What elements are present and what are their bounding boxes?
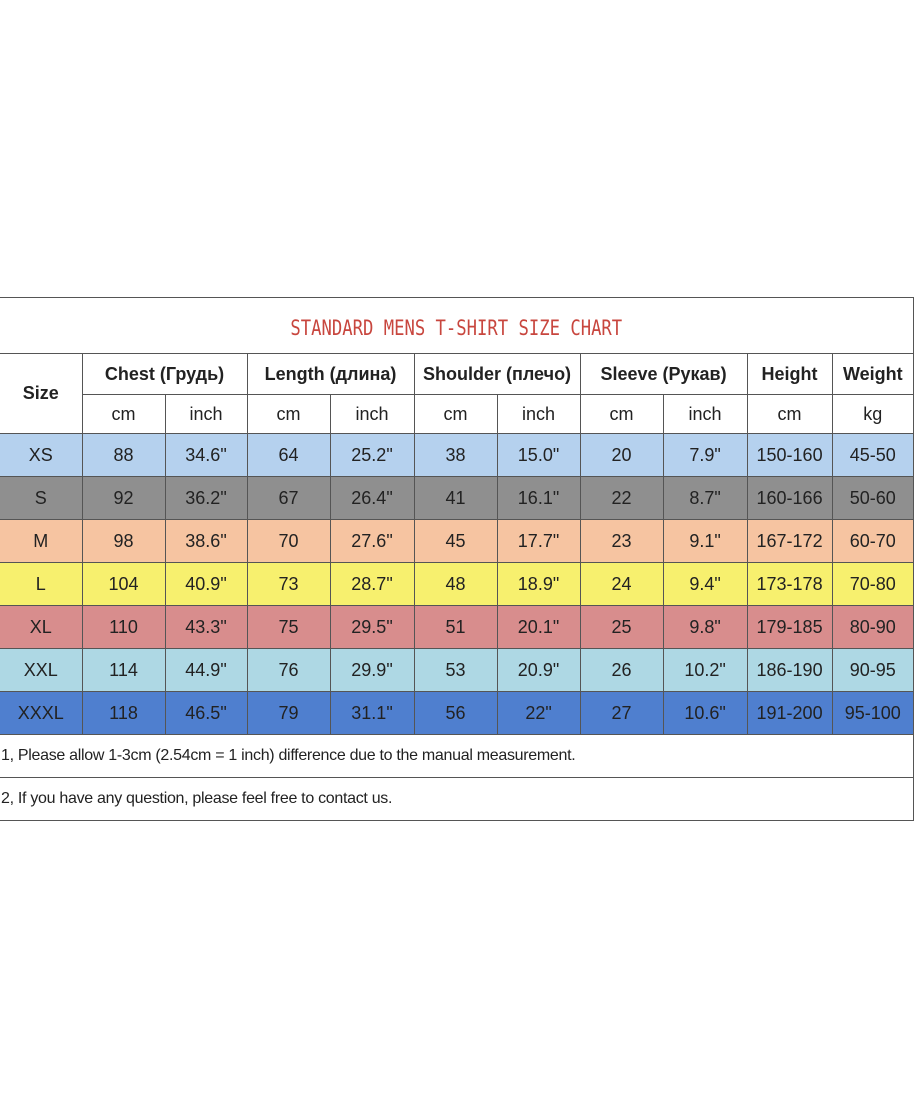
size-table [0,354,913,821]
group-header-weight: Weight [832,354,913,395]
size-row-s [0,477,913,520]
measurement-cell: 22 [580,477,663,520]
size-label: S [0,477,82,520]
measurement-cell: 167-172 [747,520,832,563]
group-header-height: Height [747,354,832,395]
measurement-cell: 114 [82,649,165,692]
measurement-cell: 38.6" [165,520,247,563]
measurement-cell: 179-185 [747,606,832,649]
measurement-cell: 15.0" [497,434,580,477]
measurement-cell: 20.9" [497,649,580,692]
size-label: XS [0,434,82,477]
measurement-cell: 25 [580,606,663,649]
size-label: XXXL [0,692,82,735]
note-measurement: 1, Please allow 1-3cm (2.54cm = 1 inch) difference due to the manual measurement. [0,735,913,778]
note-contact: 2, If you have any question, please feel free to contact us. [0,778,913,821]
size-label: M [0,520,82,563]
measurement-cell: 67 [247,477,330,520]
unit-header: inch [165,395,247,434]
measurement-cell: 50-60 [832,477,913,520]
unit-header: kg [832,395,913,434]
measurement-cell: 79 [247,692,330,735]
size-label: XXL [0,649,82,692]
measurement-cell: 25.2" [330,434,414,477]
size-row-xs [0,434,913,477]
measurement-cell: 191-200 [747,692,832,735]
measurement-cell: 46.5" [165,692,247,735]
measurement-cell: 75 [247,606,330,649]
measurement-cell: 70 [247,520,330,563]
measurement-cell: 8.7" [663,477,747,520]
unit-header: inch [497,395,580,434]
unit-header: cm [747,395,832,434]
unit-header: inch [663,395,747,434]
measurement-cell: 64 [247,434,330,477]
measurement-cell: 41 [414,477,497,520]
measurement-cell: 22" [497,692,580,735]
measurement-cell: 34.6" [165,434,247,477]
measurement-cell: 29.5" [330,606,414,649]
unit-header: cm [82,395,165,434]
measurement-cell: 88 [82,434,165,477]
measurement-cell: 36.2" [165,477,247,520]
measurement-cell: 10.6" [663,692,747,735]
measurement-cell: 9.8" [663,606,747,649]
measurement-cell: 45-50 [832,434,913,477]
measurement-cell: 92 [82,477,165,520]
measurement-cell: 7.9" [663,434,747,477]
group-header-length: Length (длина) [247,354,414,395]
measurement-cell: 173-178 [747,563,832,606]
measurement-cell: 95-100 [832,692,913,735]
group-header-sleeve: Sleeve (Рукав) [580,354,747,395]
measurement-cell: 9.1" [663,520,747,563]
unit-header: inch [330,395,414,434]
measurement-cell: 110 [82,606,165,649]
measurement-cell: 80-90 [832,606,913,649]
size-label: XL [0,606,82,649]
measurement-cell: 24 [580,563,663,606]
measurement-cell: 26.4" [330,477,414,520]
measurement-cell: 186-190 [747,649,832,692]
size-column-header: Size [0,354,82,434]
measurement-cell: 90-95 [832,649,913,692]
unit-header: cm [247,395,330,434]
measurement-cell: 70-80 [832,563,913,606]
unit-header: cm [580,395,663,434]
chart-title: STANDARD MENS T-SHIRT SIZE CHART [290,315,623,340]
group-header-shoulder: Shoulder (плечо) [414,354,580,395]
measurement-cell: 23 [580,520,663,563]
measurement-cell: 150-160 [747,434,832,477]
measurement-cell: 38 [414,434,497,477]
measurement-cell: 40.9" [165,563,247,606]
measurement-cell: 26 [580,649,663,692]
measurement-cell: 104 [82,563,165,606]
measurement-cell: 31.1" [330,692,414,735]
size-label: L [0,563,82,606]
group-header-chest: Chest (Грудь) [82,354,247,395]
measurement-cell: 48 [414,563,497,606]
measurement-cell: 56 [414,692,497,735]
measurement-cell: 16.1" [497,477,580,520]
unit-header: cm [414,395,497,434]
measurement-cell: 160-166 [747,477,832,520]
measurement-cell: 44.9" [165,649,247,692]
measurement-cell: 17.7" [497,520,580,563]
measurement-cell: 60-70 [832,520,913,563]
measurement-cell: 76 [247,649,330,692]
size-row-xxl [0,649,913,692]
size-chart [0,297,914,821]
size-row-xxxl [0,692,913,735]
size-row-l [0,563,913,606]
measurement-cell: 29.9" [330,649,414,692]
size-row-xl [0,606,913,649]
measurement-cell: 27.6" [330,520,414,563]
measurement-cell: 20.1" [497,606,580,649]
measurement-cell: 18.9" [497,563,580,606]
measurement-cell: 98 [82,520,165,563]
measurement-cell: 9.4" [663,563,747,606]
measurement-cell: 27 [580,692,663,735]
measurement-cell: 53 [414,649,497,692]
measurement-cell: 118 [82,692,165,735]
measurement-cell: 73 [247,563,330,606]
size-row-m [0,520,913,563]
measurement-cell: 28.7" [330,563,414,606]
measurement-cell: 20 [580,434,663,477]
measurement-cell: 51 [414,606,497,649]
measurement-cell: 45 [414,520,497,563]
chart-title-row [0,298,913,354]
measurement-cell: 43.3" [165,606,247,649]
measurement-cell: 10.2" [663,649,747,692]
